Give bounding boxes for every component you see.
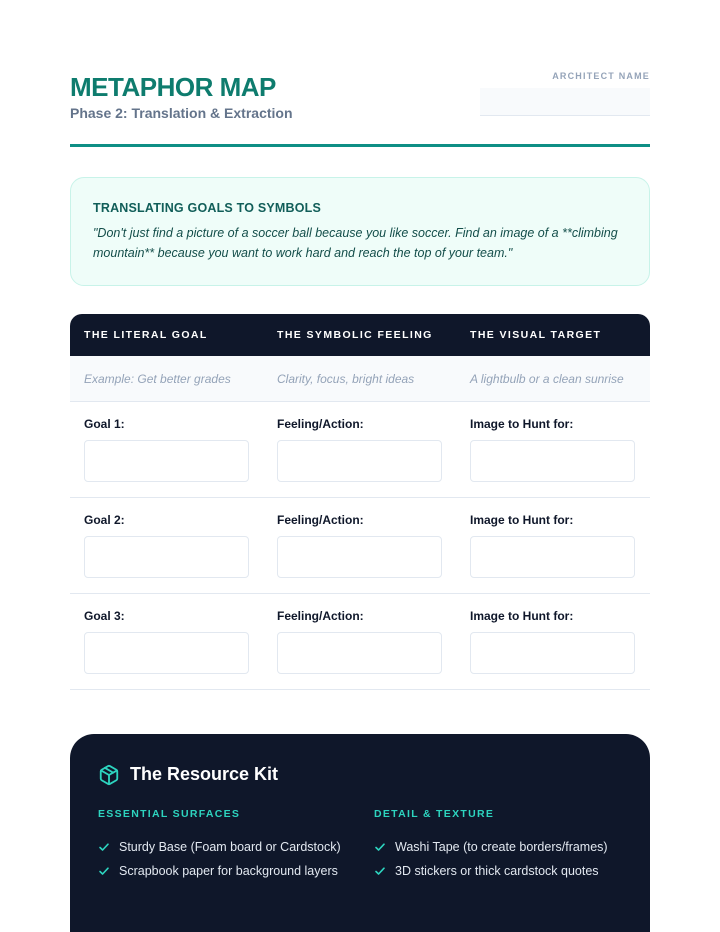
page-header bbox=[70, 70, 650, 130]
check-icon bbox=[374, 865, 386, 877]
image-label: Image to Hunt for: bbox=[470, 513, 574, 527]
example-goal: Example: Get better grades bbox=[84, 371, 231, 386]
feeling-label: Feeling/Action: bbox=[277, 609, 364, 623]
feeling-label: Feeling/Action: bbox=[277, 417, 364, 431]
list-item bbox=[98, 835, 358, 859]
example-feeling: Clarity, focus, bright ideas bbox=[277, 371, 415, 386]
list-item-label: Washi Tape (to create borders/frames) bbox=[395, 840, 608, 854]
list-item-label: Scrapbook paper for background layers bbox=[119, 864, 338, 878]
goal-2-input[interactable] bbox=[84, 536, 249, 578]
image-label: Image to Hunt for: bbox=[470, 609, 574, 623]
image-label: Image to Hunt for: bbox=[470, 417, 574, 431]
detail-texture-column bbox=[374, 808, 634, 883]
essential-surfaces-column bbox=[98, 808, 358, 883]
feeling-3-input[interactable] bbox=[277, 632, 442, 674]
goal-label: Goal 1: bbox=[84, 417, 125, 431]
image-cell bbox=[456, 594, 649, 689]
resource-kit-panel bbox=[70, 734, 650, 932]
page-subtitle: Phase 2: Translation & Extraction bbox=[70, 105, 293, 121]
goal-label: Goal 2: bbox=[84, 513, 125, 527]
check-icon bbox=[374, 841, 386, 853]
example-image: A lightbulb or a clean sunrise bbox=[470, 371, 624, 386]
header-literal-goal: THE LITERAL GOAL bbox=[84, 329, 208, 341]
metaphor-table bbox=[70, 314, 650, 690]
list-item bbox=[374, 859, 634, 883]
list-item-label: Sturdy Base (Foam board or Cardstock) bbox=[119, 840, 341, 854]
table-row bbox=[70, 594, 650, 690]
kit-column-title: DETAIL & TEXTURE bbox=[374, 808, 495, 820]
kit-column-title: ESSENTIAL SURFACES bbox=[98, 808, 241, 820]
resource-kit-title: The Resource Kit bbox=[130, 764, 279, 784]
architect-name-field[interactable] bbox=[480, 88, 650, 116]
feeling-2-input[interactable] bbox=[277, 536, 442, 578]
table-row bbox=[70, 498, 650, 594]
example-row bbox=[70, 356, 650, 402]
goal-3-input[interactable] bbox=[84, 632, 249, 674]
goal-cell bbox=[70, 594, 263, 689]
goal-1-input[interactable] bbox=[84, 440, 249, 482]
image-cell bbox=[456, 402, 649, 497]
instruction-callout bbox=[70, 177, 650, 286]
feeling-cell bbox=[263, 594, 456, 689]
image-1-input[interactable] bbox=[470, 440, 635, 482]
list-item bbox=[374, 835, 634, 859]
feeling-label: Feeling/Action: bbox=[277, 513, 364, 527]
goal-cell bbox=[70, 498, 263, 593]
table-row bbox=[70, 402, 650, 498]
feeling-1-input[interactable] bbox=[277, 440, 442, 482]
callout-quote: "Don't just find a picture of a soccer ball because you like soccer. Find an image of a **climbing mountain** because you want to work hard and reach the top of your team." bbox=[93, 226, 618, 260]
list-item-label: 3D stickers or thick cardstock quotes bbox=[395, 864, 599, 878]
check-icon bbox=[98, 841, 110, 853]
callout-title: TRANSLATING GOALS TO SYMBOLS bbox=[93, 201, 322, 215]
header-divider bbox=[70, 144, 650, 147]
goal-label: Goal 3: bbox=[84, 609, 125, 623]
feeling-cell bbox=[263, 402, 456, 497]
box-icon bbox=[98, 764, 120, 786]
header-visual-target: THE VISUAL TARGET bbox=[470, 329, 602, 341]
page-title: METAPHOR MAP bbox=[70, 72, 276, 102]
image-cell bbox=[456, 498, 649, 593]
architect-name-label: ARCHITECT NAME bbox=[552, 71, 650, 81]
image-3-input[interactable] bbox=[470, 632, 635, 674]
feeling-cell bbox=[263, 498, 456, 593]
check-icon bbox=[98, 865, 110, 877]
list-item bbox=[98, 859, 358, 883]
goal-cell bbox=[70, 402, 263, 497]
image-2-input[interactable] bbox=[470, 536, 635, 578]
table-header-row bbox=[70, 314, 650, 356]
header-symbolic-feeling: THE SYMBOLIC FEELING bbox=[277, 329, 433, 341]
